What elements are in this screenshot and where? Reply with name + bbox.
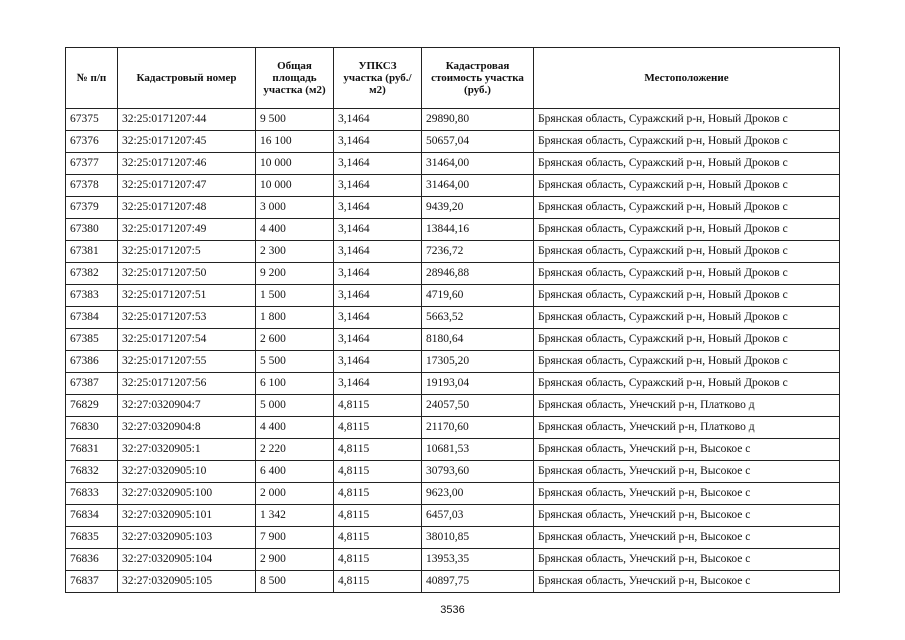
cell-row-number: 76832 — [66, 461, 118, 483]
table-row — [66, 461, 840, 483]
cell-cadastral-number: 32:25:0171207:48 — [118, 197, 256, 219]
table-row — [66, 131, 840, 153]
cell-cadastral-value: 31464,00 — [422, 153, 534, 175]
cell-row-number: 76830 — [66, 417, 118, 439]
cell-location: Брянская область, Суражский р-н, Новый Дроков с — [534, 175, 840, 197]
cell-cadastral-number: 32:27:0320904:7 — [118, 395, 256, 417]
table-row — [66, 571, 840, 593]
cell-row-number: 67375 — [66, 109, 118, 131]
cell-area: 1 500 — [256, 285, 334, 307]
table-row — [66, 527, 840, 549]
cell-cadastral-number: 32:27:0320905:101 — [118, 505, 256, 527]
cell-upksz: 4,8115 — [334, 571, 422, 593]
cell-cadastral-number: 32:27:0320905:1 — [118, 439, 256, 461]
cell-cadastral-number: 32:27:0320904:8 — [118, 417, 256, 439]
table-row — [66, 197, 840, 219]
cell-row-number: 67381 — [66, 241, 118, 263]
cell-upksz: 3,1464 — [334, 219, 422, 241]
cell-area: 6 400 — [256, 461, 334, 483]
cell-cadastral-value: 38010,85 — [422, 527, 534, 549]
cell-area: 2 000 — [256, 483, 334, 505]
cell-cadastral-number: 32:27:0320905:104 — [118, 549, 256, 571]
cell-cadastral-number: 32:27:0320905:105 — [118, 571, 256, 593]
table-row — [66, 373, 840, 395]
cell-cadastral-number: 32:25:0171207:50 — [118, 263, 256, 285]
cell-location: Брянская область, Унечский р-н, Высокое с — [534, 505, 840, 527]
cell-upksz: 4,8115 — [334, 417, 422, 439]
cell-row-number: 67385 — [66, 329, 118, 351]
cell-area: 2 300 — [256, 241, 334, 263]
cell-upksz: 3,1464 — [334, 263, 422, 285]
cell-cadastral-value: 6457,03 — [422, 505, 534, 527]
cell-upksz: 3,1464 — [334, 175, 422, 197]
cell-cadastral-value: 24057,50 — [422, 395, 534, 417]
cell-upksz: 4,8115 — [334, 505, 422, 527]
cell-location: Брянская область, Суражский р-н, Новый Дроков с — [534, 373, 840, 395]
cell-upksz: 4,8115 — [334, 439, 422, 461]
header-upksz: УПКСЗ участка (руб./м2) — [334, 48, 422, 109]
cell-area: 9 500 — [256, 109, 334, 131]
cell-cadastral-number: 32:25:0171207:55 — [118, 351, 256, 373]
cell-cadastral-number: 32:25:0171207:53 — [118, 307, 256, 329]
cell-cadastral-value: 40897,75 — [422, 571, 534, 593]
table-row — [66, 175, 840, 197]
cell-row-number: 76833 — [66, 483, 118, 505]
cell-location: Брянская область, Суражский р-н, Новый Дроков с — [534, 241, 840, 263]
cell-cadastral-number: 32:25:0171207:5 — [118, 241, 256, 263]
table-row — [66, 439, 840, 461]
table-row — [66, 417, 840, 439]
table-row — [66, 153, 840, 175]
cell-cadastral-value: 5663,52 — [422, 307, 534, 329]
cell-cadastral-value: 50657,04 — [422, 131, 534, 153]
cell-area: 9 200 — [256, 263, 334, 285]
cell-cadastral-value: 19193,04 — [422, 373, 534, 395]
cell-cadastral-number: 32:25:0171207:56 — [118, 373, 256, 395]
header-location: Местоположение — [534, 48, 840, 109]
cell-upksz: 3,1464 — [334, 307, 422, 329]
cell-upksz: 3,1464 — [334, 197, 422, 219]
table-row — [66, 329, 840, 351]
cell-location: Брянская область, Суражский р-н, Новый Дроков с — [534, 197, 840, 219]
cell-upksz: 4,8115 — [334, 461, 422, 483]
cell-cadastral-number: 32:25:0171207:45 — [118, 131, 256, 153]
cell-upksz: 4,8115 — [334, 395, 422, 417]
cell-area: 10 000 — [256, 153, 334, 175]
cell-location: Брянская область, Суражский р-н, Новый Дроков с — [534, 131, 840, 153]
header-cadastral-value: Кадастровая стоимость участка (руб.) — [422, 48, 534, 109]
cell-upksz: 3,1464 — [334, 153, 422, 175]
cell-area: 2 600 — [256, 329, 334, 351]
cell-area: 1 342 — [256, 505, 334, 527]
cell-cadastral-value: 21170,60 — [422, 417, 534, 439]
cell-cadastral-value: 31464,00 — [422, 175, 534, 197]
cell-cadastral-number: 32:25:0171207:47 — [118, 175, 256, 197]
cell-row-number: 67386 — [66, 351, 118, 373]
cell-row-number: 76836 — [66, 549, 118, 571]
cell-upksz: 4,8115 — [334, 483, 422, 505]
cell-location: Брянская область, Суражский р-н, Новый Дроков с — [534, 109, 840, 131]
cell-row-number: 76837 — [66, 571, 118, 593]
cell-cadastral-value: 7236,72 — [422, 241, 534, 263]
cell-cadastral-value: 9623,00 — [422, 483, 534, 505]
cell-location: Брянская область, Унечский р-н, Высокое с — [534, 483, 840, 505]
cell-location: Брянская область, Суражский р-н, Новый Дроков с — [534, 263, 840, 285]
cell-cadastral-value: 13844,16 — [422, 219, 534, 241]
cell-cadastral-number: 32:27:0320905:10 — [118, 461, 256, 483]
cell-area: 5 000 — [256, 395, 334, 417]
cell-area: 6 100 — [256, 373, 334, 395]
cell-cadastral-value: 17305,20 — [422, 351, 534, 373]
cell-cadastral-value: 4719,60 — [422, 285, 534, 307]
cell-location: Брянская область, Суражский р-н, Новый Дроков с — [534, 153, 840, 175]
cell-row-number: 67382 — [66, 263, 118, 285]
cell-row-number: 67377 — [66, 153, 118, 175]
table-row — [66, 351, 840, 373]
table-row — [66, 307, 840, 329]
cell-cadastral-number: 32:25:0171207:49 — [118, 219, 256, 241]
cell-upksz: 3,1464 — [334, 109, 422, 131]
table-row — [66, 505, 840, 527]
cell-cadastral-value: 10681,53 — [422, 439, 534, 461]
cell-row-number: 76835 — [66, 527, 118, 549]
cell-upksz: 3,1464 — [334, 329, 422, 351]
cell-area: 10 000 — [256, 175, 334, 197]
header-row-number: № п/п — [66, 48, 118, 109]
table-header-row — [66, 48, 840, 109]
cell-row-number: 76834 — [66, 505, 118, 527]
cell-area: 4 400 — [256, 417, 334, 439]
cell-area: 2 900 — [256, 549, 334, 571]
cell-upksz: 4,8115 — [334, 549, 422, 571]
table-row — [66, 285, 840, 307]
table-row — [66, 263, 840, 285]
cell-location: Брянская область, Унечский р-н, Высокое с — [534, 461, 840, 483]
header-cadastral-number: Кадастровый номер — [118, 48, 256, 109]
cell-cadastral-number: 32:25:0171207:46 — [118, 153, 256, 175]
cell-upksz: 3,1464 — [334, 131, 422, 153]
cell-area: 5 500 — [256, 351, 334, 373]
cell-cadastral-number: 32:25:0171207:54 — [118, 329, 256, 351]
table-row — [66, 483, 840, 505]
cell-location: Брянская область, Унечский р-н, Платково д — [534, 417, 840, 439]
cell-cadastral-number: 32:25:0171207:44 — [118, 109, 256, 131]
cell-cadastral-value: 9439,20 — [422, 197, 534, 219]
table-row — [66, 219, 840, 241]
cell-row-number: 76829 — [66, 395, 118, 417]
table-body — [66, 109, 840, 593]
cell-cadastral-value: 28946,88 — [422, 263, 534, 285]
cell-location: Брянская область, Суражский р-н, Новый Дроков с — [534, 329, 840, 351]
cell-area: 4 400 — [256, 219, 334, 241]
cell-cadastral-value: 8180,64 — [422, 329, 534, 351]
cell-row-number: 67383 — [66, 285, 118, 307]
cell-row-number: 67384 — [66, 307, 118, 329]
cell-upksz: 3,1464 — [334, 373, 422, 395]
cell-row-number: 67387 — [66, 373, 118, 395]
cell-location: Брянская область, Унечский р-н, Платково д — [534, 395, 840, 417]
cell-area: 7 900 — [256, 527, 334, 549]
cell-area: 2 220 — [256, 439, 334, 461]
cell-area: 8 500 — [256, 571, 334, 593]
cell-cadastral-value: 13953,35 — [422, 549, 534, 571]
cell-location: Брянская область, Суражский р-н, Новый Дроков с — [534, 307, 840, 329]
cell-cadastral-number: 32:27:0320905:100 — [118, 483, 256, 505]
cell-location: Брянская область, Суражский р-н, Новый Дроков с — [534, 351, 840, 373]
cell-upksz: 3,1464 — [334, 241, 422, 263]
cell-row-number: 67378 — [66, 175, 118, 197]
cell-area: 16 100 — [256, 131, 334, 153]
table-row — [66, 241, 840, 263]
table-row — [66, 109, 840, 131]
cell-row-number: 67380 — [66, 219, 118, 241]
cell-row-number: 67376 — [66, 131, 118, 153]
cell-location: Брянская область, Суражский р-н, Новый Дроков с — [534, 285, 840, 307]
page-number: 3536 — [440, 604, 465, 616]
cell-row-number: 67379 — [66, 197, 118, 219]
cell-cadastral-number: 32:25:0171207:51 — [118, 285, 256, 307]
cell-cadastral-value: 29890,80 — [422, 109, 534, 131]
cell-area: 3 000 — [256, 197, 334, 219]
cell-area: 1 800 — [256, 307, 334, 329]
cell-cadastral-number: 32:27:0320905:103 — [118, 527, 256, 549]
cell-row-number: 76831 — [66, 439, 118, 461]
cell-location: Брянская область, Унечский р-н, Высокое с — [534, 571, 840, 593]
cell-location: Брянская область, Унечский р-н, Высокое с — [534, 549, 840, 571]
cell-cadastral-value: 30793,60 — [422, 461, 534, 483]
cell-upksz: 4,8115 — [334, 527, 422, 549]
header-area: Общая площадь участка (м2) — [256, 48, 334, 109]
table-row — [66, 395, 840, 417]
cell-upksz: 3,1464 — [334, 351, 422, 373]
cadastral-table — [65, 47, 840, 593]
table-row — [66, 549, 840, 571]
cell-location: Брянская область, Унечский р-н, Высокое с — [534, 527, 840, 549]
cell-location: Брянская область, Суражский р-н, Новый Дроков с — [534, 219, 840, 241]
cell-upksz: 3,1464 — [334, 285, 422, 307]
cell-location: Брянская область, Унечский р-н, Высокое с — [534, 439, 840, 461]
